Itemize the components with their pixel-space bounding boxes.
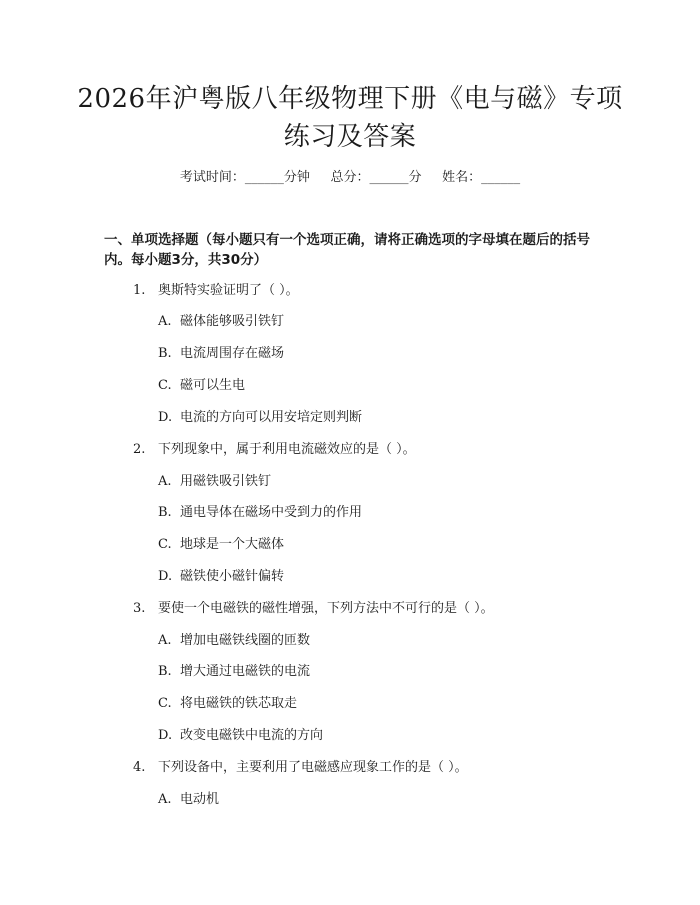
- question-number: 2.: [133, 442, 146, 457]
- option-label: A.: [158, 314, 172, 329]
- option-text: 将电磁铁的铁芯取走: [180, 696, 298, 711]
- question-number: 4.: [133, 760, 146, 775]
- option-label: A.: [158, 792, 172, 807]
- question-1-option-d: [158, 409, 362, 427]
- option-label: C.: [158, 378, 172, 393]
- question-2-option-a: [158, 473, 271, 491]
- question-1-option-a: [158, 313, 284, 331]
- option-text: 增大通过电磁铁的电流: [180, 664, 311, 679]
- option-label: D.: [158, 569, 173, 584]
- question-2: [133, 441, 416, 459]
- question-3-option-a: [158, 632, 310, 650]
- option-label: C.: [158, 537, 172, 552]
- question-stem: 要使一个电磁铁的磁性增强，下列方法中不可行的是（ ）。: [158, 601, 494, 616]
- question-1-option-b: [158, 345, 284, 363]
- question-stem: 奥斯特实验证明了（ ）。: [158, 283, 299, 298]
- option-text: 电动机: [180, 792, 220, 807]
- question-1: [133, 282, 299, 300]
- option-label: B.: [158, 664, 172, 679]
- option-label: A.: [158, 474, 172, 489]
- option-label: C.: [158, 696, 172, 711]
- option-label: D.: [158, 728, 173, 743]
- option-text: 用磁铁吸引铁钉: [180, 474, 272, 489]
- question-3-option-d: [158, 727, 323, 745]
- question-1-option-c: [158, 377, 245, 395]
- option-text: 增加电磁铁线圈的匝数: [180, 633, 311, 648]
- question-2-option-b: [158, 504, 362, 522]
- section-heading: 一、单项选择题（每小题只有一个选项正确，请将正确选项的字母填在题后的括号内。每小题3分，共30分）: [104, 232, 590, 268]
- option-text: 电流的方向可以用安培定则判断: [180, 410, 363, 425]
- question-number: 1.: [133, 283, 146, 298]
- question-3: [133, 600, 494, 618]
- exam-meta-line: 考试时间：______分钟 总分：______分 姓名：______: [179, 170, 521, 185]
- option-text: 改变电磁铁中电流的方向: [180, 728, 324, 743]
- option-text: 通电导体在磁场中受到力的作用: [180, 505, 363, 520]
- option-text: 磁可以生电: [180, 378, 246, 393]
- question-stem: 下列现象中，属于利用电流磁效应的是（ ）。: [158, 442, 416, 457]
- question-3-option-b: [158, 663, 310, 681]
- option-label: B.: [158, 346, 172, 361]
- question-4: [133, 759, 468, 777]
- document-title: 2026年沪粤版八年级物理下册《电与磁》专项练习及答案: [77, 84, 623, 152]
- option-text: 电流周围存在磁场: [180, 346, 285, 361]
- option-text: 磁体能够吸引铁钉: [180, 314, 285, 329]
- question-2-option-d: [158, 568, 284, 586]
- question-2-option-c: [158, 536, 284, 554]
- question-number: 3.: [133, 601, 146, 616]
- question-3-option-c: [158, 695, 297, 713]
- option-label: D.: [158, 410, 173, 425]
- option-text: 地球是一个大磁体: [180, 537, 285, 552]
- option-label: B.: [158, 505, 172, 520]
- question-4-option-a: [158, 791, 219, 809]
- question-stem: 下列设备中，主要利用了电磁感应现象工作的是（ ）。: [158, 760, 468, 775]
- option-label: A.: [158, 633, 172, 648]
- option-text: 磁铁使小磁针偏转: [180, 569, 285, 584]
